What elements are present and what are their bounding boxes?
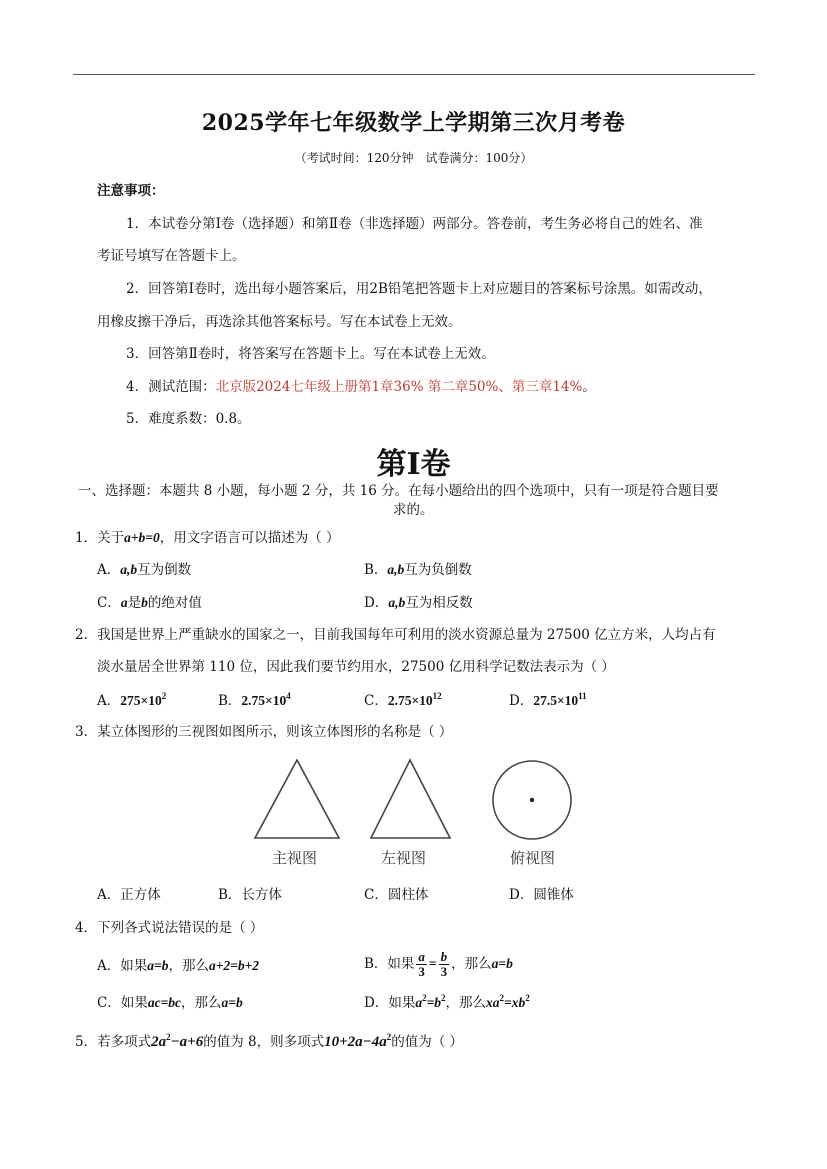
notice-heading: 注意事项： [97, 183, 165, 199]
numerator-a: a [418, 949, 425, 964]
option-label: A． [97, 693, 121, 709]
notice-item-1-line-1: 1．本试卷分第Ⅰ卷（选择题）和第Ⅱ卷（非选择题）两部分。答卷前，考生务必将自己的姓名、准 [126, 216, 703, 232]
notice-item-5: 5．难度系数：0.8。 [126, 411, 251, 427]
option-label: C． [364, 693, 388, 709]
option-exponent: 2 [499, 993, 505, 1003]
option-label: B． [364, 562, 388, 578]
question-2-line-1: 2．我国是世界上严重缺水的国家之一，目前我国每年可利用的淡水资源总量为 27500 亿立方米，人均占有 [75, 627, 716, 643]
option-math: =xb [504, 995, 526, 1010]
notice-item-4-prefix: 4．测试范围： [126, 379, 216, 395]
side-view-label: 左视图 [381, 849, 427, 867]
option-text: ，那么 [451, 956, 492, 972]
option-text: 的绝对值 [147, 595, 202, 611]
q2-option-d [509, 692, 587, 710]
option-math: 2.75×10 [241, 693, 287, 708]
question-5-stem [75, 1033, 463, 1051]
option-math: ac=bc [147, 995, 182, 1010]
option-exponent: 2 [161, 691, 167, 701]
option-math: a,b [120, 562, 138, 577]
option-math: a+2=b+2 [208, 958, 260, 973]
front-view-triangle [255, 760, 339, 838]
q3-option-a: A．正方体 [97, 887, 161, 903]
fraction-a-over-3 [416, 950, 427, 979]
q2-option-b [218, 692, 291, 710]
q3-option-c: C．圆柱体 [364, 887, 429, 903]
option-math: a,b [388, 595, 406, 610]
q3-option-d: D．圆锥体 [509, 887, 574, 903]
q4-option-a [97, 957, 259, 975]
notice-item-1-line-2: 考证号填写在答题卡上。 [97, 248, 246, 264]
option-text: A．如果 [97, 958, 148, 974]
fraction-numerator [439, 950, 450, 965]
option-exponent: 12 [432, 691, 442, 701]
option-text: C．如果 [97, 995, 148, 1011]
question-1-stem [75, 529, 340, 547]
q5-suffix: 的值为（ ） [391, 1034, 464, 1050]
q1-option-d [364, 594, 473, 612]
part1-instructions-line-1: 一、选择题：本题共 8 小题，每小题 2 分，共 16 分。在每小题给出的四个选项中，只有一项是符合题目要 [78, 483, 719, 499]
q5-exponent: 2 [166, 1032, 171, 1042]
q1-suffix: ，用文字语言可以描述为（ ） [159, 530, 340, 546]
question-2-line-2: 淡水量居全世界第 110 位，因此我们要节约用水，27500 亿用科学记数法表示为（ ） [97, 659, 615, 675]
option-exponent: 2 [525, 993, 530, 1003]
option-text: D．如果 [364, 995, 416, 1011]
notice-item-4 [126, 378, 596, 396]
notice-item-2-line-2: 用橡皮擦干净后，再选涂其他答案标号。写在本试卷上无效。 [97, 314, 462, 330]
q1-option-b [364, 561, 472, 579]
q4-option-b [364, 946, 513, 982]
option-math: a [415, 995, 423, 1010]
option-text: 是 [127, 595, 142, 611]
equals-sign: = [428, 956, 437, 971]
option-text: B．如果 [364, 956, 415, 972]
option-label: D． [364, 595, 389, 611]
section-title: 第Ⅰ卷 [376, 447, 451, 482]
option-math: a=b [221, 995, 243, 1010]
side-view-triangle [371, 760, 450, 838]
top-view-center-dot [530, 798, 534, 802]
option-exponent: 11 [578, 691, 587, 701]
option-math: a,b [387, 562, 405, 577]
option-text: ，那么 [168, 958, 209, 974]
option-label: A． [97, 562, 121, 578]
option-math: =b [426, 995, 442, 1010]
q1-prefix: 1．关于 [75, 530, 125, 546]
notice-item-3: 3．回答第Ⅱ卷时，将答案写在答题卡上。写在本试卷上无效。 [126, 346, 495, 362]
option-label: D． [509, 693, 534, 709]
q5-math: −a+6 [170, 1034, 204, 1050]
part1-instructions-line-2: 求的。 [393, 502, 434, 518]
option-math: 27.5×10 [533, 693, 579, 708]
q1-math: a+b=0 [124, 530, 160, 545]
q5-math: 10+2a−4a [324, 1034, 387, 1050]
option-text: ，那么 [181, 995, 222, 1011]
q3-option-b: B．长方体 [218, 887, 282, 903]
q5-exponent: 2 [386, 1032, 392, 1042]
option-text: 互为负倒数 [404, 562, 472, 578]
option-math: a=b [491, 956, 513, 971]
option-text: 互为相反数 [405, 595, 473, 611]
q2-option-a [97, 692, 166, 710]
q5-prefix: 5．若多项式 [75, 1034, 152, 1050]
notice-item-4-suffix: 。 [582, 379, 596, 395]
numerator-b: b [440, 949, 448, 964]
option-text: ，那么 [445, 995, 487, 1011]
option-exponent: 4 [286, 691, 291, 701]
option-exponent: 2 [441, 993, 446, 1003]
notice-item-2-line-1: 2．回答第Ⅰ卷时，选出每小题答案后，用2B铅笔把答题卡上对应题目的答案标号涂黑。如需改动， [126, 281, 712, 297]
question-3-stem: 3．某立体图形的三视图如图所示，则该立体图形的名称是（ ） [75, 724, 453, 740]
option-math: a=b [147, 958, 169, 973]
q1-option-a [97, 561, 191, 579]
header-rule [73, 74, 755, 75]
option-math: xa [486, 995, 500, 1010]
option-label: B． [218, 693, 242, 709]
test-range: 北京版2024七年级上册第1章36% 第二章50%、第三章14% [215, 379, 583, 395]
question-4-stem: 4．下列各式说法错误的是（ ） [75, 920, 264, 936]
fraction-denominator: 3 [440, 964, 448, 979]
fraction-b-over-3 [439, 950, 450, 979]
page-title: 2025学年七年级数学上学期第三次月考卷 [201, 110, 626, 136]
q4-option-c [97, 994, 243, 1012]
option-math: 2.75×10 [387, 693, 433, 708]
q2-option-c [364, 692, 442, 710]
fraction-denominator: 3 [418, 964, 425, 979]
option-math: b [141, 595, 148, 610]
q1-option-c [97, 594, 202, 612]
exam-info: （考试时间：120分钟 试卷满分：100分） [294, 151, 533, 165]
option-exponent: 2 [422, 993, 427, 1003]
option-math: a [120, 595, 128, 610]
q4-option-d [364, 994, 530, 1012]
option-label: C． [97, 595, 121, 611]
fraction-numerator [416, 950, 427, 965]
q5-math: 2a [151, 1034, 167, 1050]
front-view-label: 主视图 [272, 849, 318, 867]
q5-mid: 的值为 8，则多项式 [203, 1034, 325, 1050]
option-math: 275×10 [120, 693, 162, 708]
top-view-label: 俯视图 [510, 849, 556, 867]
option-text: 互为倒数 [137, 562, 192, 578]
